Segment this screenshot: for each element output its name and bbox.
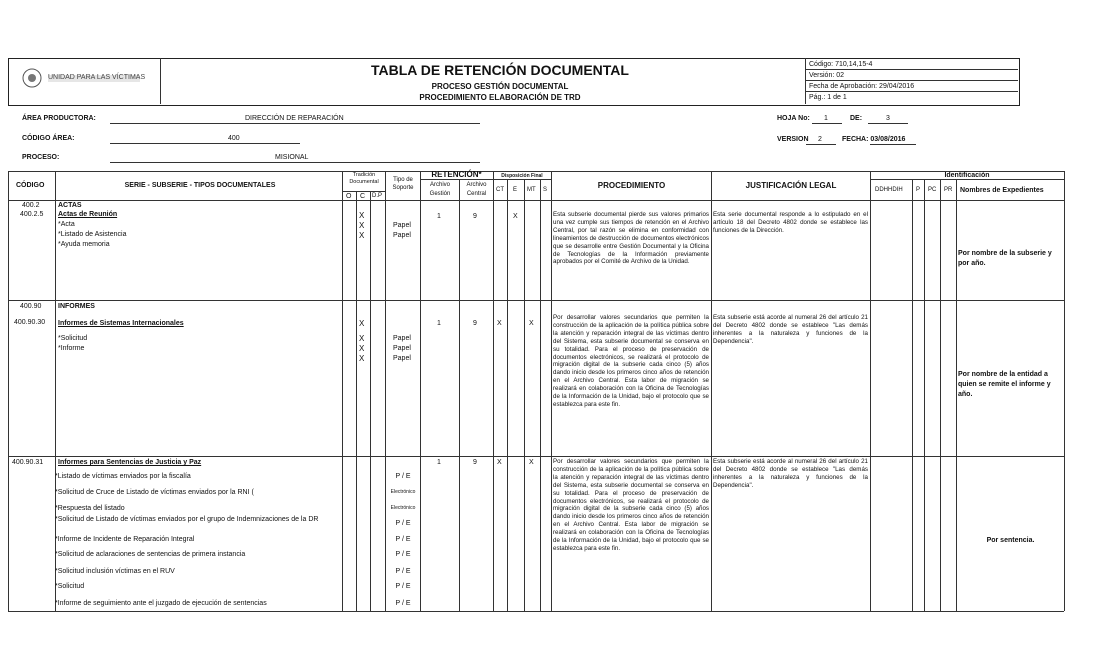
col-border [870,171,871,611]
tradicion-mark: X [359,211,365,220]
hoja-value: 1 [824,115,828,122]
row-subserie: Actas de Reunión [58,211,118,218]
page-subtitle: PROCESO GESTIÓN DOCUMENTAL [431,82,569,91]
col-header-tradicion: Tradición Documental [349,172,379,185]
row-tipo: *Solicitud de aclaraciones de sentencias de primera instancia [55,551,246,558]
disposicion-ct: X [497,320,502,327]
version-label: VERSION [777,136,809,143]
row-code: 400.2 [22,202,40,209]
soporte-value: P / E [395,551,411,558]
codigo-area-value: 400 [228,135,240,142]
retencion-central: 9 [473,459,477,466]
col-border [370,191,371,611]
col-border [956,179,957,611]
row-tipo: *Respuesta del listado [55,505,125,512]
row-code: 400.2.5 [20,211,44,218]
col-header-serie: SERIE - SUBSERIE - TIPOS DOCUMENTALES [124,182,276,189]
col-header-justificacion: JUSTIFICACIÓN LEGAL [745,181,837,190]
tradicion-mark: X [359,334,365,343]
area-underline [110,123,480,124]
col-border [385,171,386,611]
tradicion-mark: X [359,354,365,363]
col-header-e: E [513,187,518,193]
col-header-p: P [916,187,921,193]
soporte-value: P / E [395,536,411,543]
logo-text: UNIDAD PARA LAS VÍCTIMAS [48,74,146,81]
nombres-expedientes: Por nombre de la entidad a quien se remite el informe y año. [958,371,1051,398]
col-header-nombres: Nombres de Expedientes [960,187,1044,194]
row-code: 400.90.31 [12,459,44,466]
retencion-gestion: 1 [437,320,441,327]
page-subtitle-2: PROCEDIMIENTO ELABORACIÓN DE TRD [419,93,581,102]
meta-pagina: Pág.: 1 de 1 [809,94,847,101]
col-header-mt: MT [527,187,536,193]
col-border [1064,171,1065,611]
row-divider [8,456,1064,457]
soporte-value: P / E [395,520,411,527]
col-header-identificacion: Identificación [944,172,990,179]
col-border [8,171,9,611]
meta-fecha: Fecha de Aprobación: 29/04/2016 [809,83,915,90]
justificacion-text: Esta serie documental responde a lo estipulado en el artículo 18 del Decreto 4802 donde se establece las funciones de la Dirección. [713,211,868,234]
fecha-label: FECHA: 03/08/2016 [842,136,906,143]
procedimiento-text: Esta subserie documental pierde sus valores primarios una vez cumple sus tiempos de retención en el Archivo Central, por tal razón se elimina en conformidad con lineamientos de destrucción de documentos electrónicos que se desarrolle entre Gestión Documental y la Oficina de Tecnologías de la Información previamente aprobados por el Comité de Archivo de la Unidad. [553,211,709,266]
row-tipo: *Acta [58,221,75,228]
de-value: 3 [886,115,890,122]
col-border [540,179,541,611]
row-tipo: *Informe de seguimiento ante el juzgado de ejecución de sentencias [55,600,267,607]
disposicion-mt: X [529,459,534,466]
row-tipo: *Solicitud [55,583,85,590]
col-border [524,179,525,611]
retencion-gestion: 1 [437,459,441,466]
col-header-codigo: CÓDIGO [16,182,45,189]
col-border [420,171,421,611]
retencion-gestion: 1 [437,213,441,220]
fecha-underline [870,144,916,145]
meta-version: Versión: 02 [809,72,845,79]
col-header-o: O [346,193,352,200]
soporte-value: Papel [393,355,411,362]
row-tipo: *Listado de víctimas enviados por la fiscalía [55,473,191,480]
de-label: DE: [850,115,863,122]
meta-divider [806,80,1018,81]
col-border [940,179,941,611]
col-border [356,191,357,611]
hoja-underline [812,123,842,124]
tradicion-mark: X [359,319,365,328]
header-subline [420,179,493,180]
col-header-retencion: RETENCIÓN* [431,170,482,179]
row-divider [8,300,1064,301]
version-value: 2 [818,136,822,143]
proceso-value: MISIONAL [275,154,309,161]
nombres-expedientes: Por sentencia. [986,537,1035,544]
col-header-disposicion: Disposición Final [501,173,543,179]
codigo-area-label: CÓDIGO ÁREA: [22,135,75,142]
tradicion-mark: X [359,231,365,240]
col-header-archivo-central: Archivo Central [466,182,487,197]
soporte-value: P / E [395,583,411,590]
row-subserie: Informes de Sistemas Internacionales [58,320,184,327]
row-tipo: *Solicitud de Listado de víctimas enviados por el grupo de Indemnizaciones de la DR [55,516,319,523]
col-border [493,171,494,611]
nombres-expedientes: Por nombre de la subserie y por año. [958,250,1052,267]
soporte-value: P / E [395,600,411,607]
soporte-value: P / E [395,568,411,575]
header-divider-right [805,58,806,104]
col-header-dp: D.P [372,193,383,199]
de-underline [868,123,908,124]
retencion-central: 9 [473,320,477,327]
hoja-label: HOJA No: [777,115,810,122]
row-tipo: *Solicitud [58,335,88,342]
justificacion-text: Esta subserie está acorde al numeral 26 del artículo 21 del Decreto 4802 donde se establece "Las demás inherentes a la naturaleza y funciones de la Dependencia". [713,458,868,489]
header-divider-left [160,58,161,104]
table-bottom-border [8,611,1064,612]
proceso-label: PROCESO: [22,154,60,161]
col-header-s: S [543,187,548,193]
col-border [342,171,343,611]
soporte-value: P / E [395,473,411,480]
soporte-value: Electrónico [390,505,416,511]
row-tipo: *Solicitud inclusión víctimas en el RUV [55,568,175,575]
col-border [55,171,56,611]
row-serie: ACTAS [58,202,82,209]
procedimiento-text: Por desarrollar valores secundarios que permiten la construcción de la aplicación de la política pública sobre la atención y reparación integral de las víctimas dentro del Sistema, esta subserie documental se conserva en su totalidad. Para el proceso de preservación de documentos electrónicos, se realizará el protocolo de migración digital de la subserie cada cinco (5) años dando inicio desde los primeros cinco años de retención en el Archivo Central. Esta labor de migración se realizará en colaboración con la Oficina de Tecnologías de la Información de la Unidad, bajo el protocolo que se establezca para este fin. [553,458,709,552]
proceso-underline [110,162,480,163]
disposicion-mt: X [529,320,534,327]
col-border [551,171,552,611]
col-border [711,171,712,611]
col-border [459,179,460,611]
soporte-value: Papel [393,232,411,239]
col-header-ct: CT [496,187,504,193]
area-label: ÁREA PRODUCTORA: [22,115,96,122]
tradicion-mark: X [359,221,365,230]
meta-divider [806,69,1018,70]
col-header-pr: PR [944,187,953,193]
row-code: 400.90 [20,303,42,310]
col-border [912,179,913,611]
header-bottom-border [8,200,1064,201]
page-title: TABLA DE RETENCIÓN DOCUMENTAL [371,62,629,78]
soporte-value: Electrónico [390,489,416,495]
row-tipo: *Listado de Asistencia [58,231,127,238]
area-value: DIRECCIÓN DE REPARACIÓN [245,115,344,122]
retencion-central: 9 [473,213,477,220]
col-header-tipo-soporte: Tipo de Soporte [392,177,414,191]
meta-codigo: Código: 710,14,15-4 [809,61,873,68]
procedimiento-text: Por desarrollar valores secundarios que permiten la construcción de la aplicación de la política pública sobre la atención y reparación integral de las víctimas dentro del Sistema, esta subserie documental se conserva en su totalidad. Para el proceso de preservación de documentos electrónicos, se realizará el protocolo de migración digital de la subserie cada cinco (5) años dando inicio desde los primeros cinco años de retención en el Archivo Central. Esta labor de migración se realizará en colaboración con la Oficina de Tecnologías de la Información de la Unidad, bajo el protocolo que se establezca para este fin. [553,314,709,408]
tradicion-mark: X [359,344,365,353]
soporte-value: Papel [393,335,411,342]
row-tipo: *Informe [58,345,85,352]
row-code: 400.90.30 [14,319,46,326]
col-border [507,179,508,611]
soporte-value: Papel [393,222,411,229]
row-serie: INFORMES [58,303,95,310]
version-underline [806,144,836,145]
col-border [924,179,925,611]
col-header-archivo-gestion: Archivo Gestión [429,182,451,197]
col-header-ddhhdih: DDHHDIH [875,187,903,193]
disposicion-e: X [513,213,518,220]
row-tipo: *Solicitud de Cruce de Listado de víctimas enviados por la RNI ( [55,489,254,496]
disposicion-ct: X [497,459,502,466]
codigo-underline [110,143,300,144]
col-header-pc: PC [928,187,937,193]
row-tipo: *Ayuda memoria [58,241,110,248]
row-subserie: Informes para Sentencias de Justicia y Paz [58,459,202,466]
col-header-procedimiento: PROCEDIMIENTO [597,181,666,190]
row-tipo: *Informe de Incidente de Reparación Integral [55,536,195,543]
justificacion-text: Esta subserie está acorde al numeral 26 del artículo 21 del Decreto 4802 donde se establece "Las demás inherentes a la naturaleza y funciones de la Dependencia". [713,314,868,345]
soporte-value: Papel [393,345,411,352]
meta-divider [806,91,1018,92]
col-header-c: C [360,193,366,200]
